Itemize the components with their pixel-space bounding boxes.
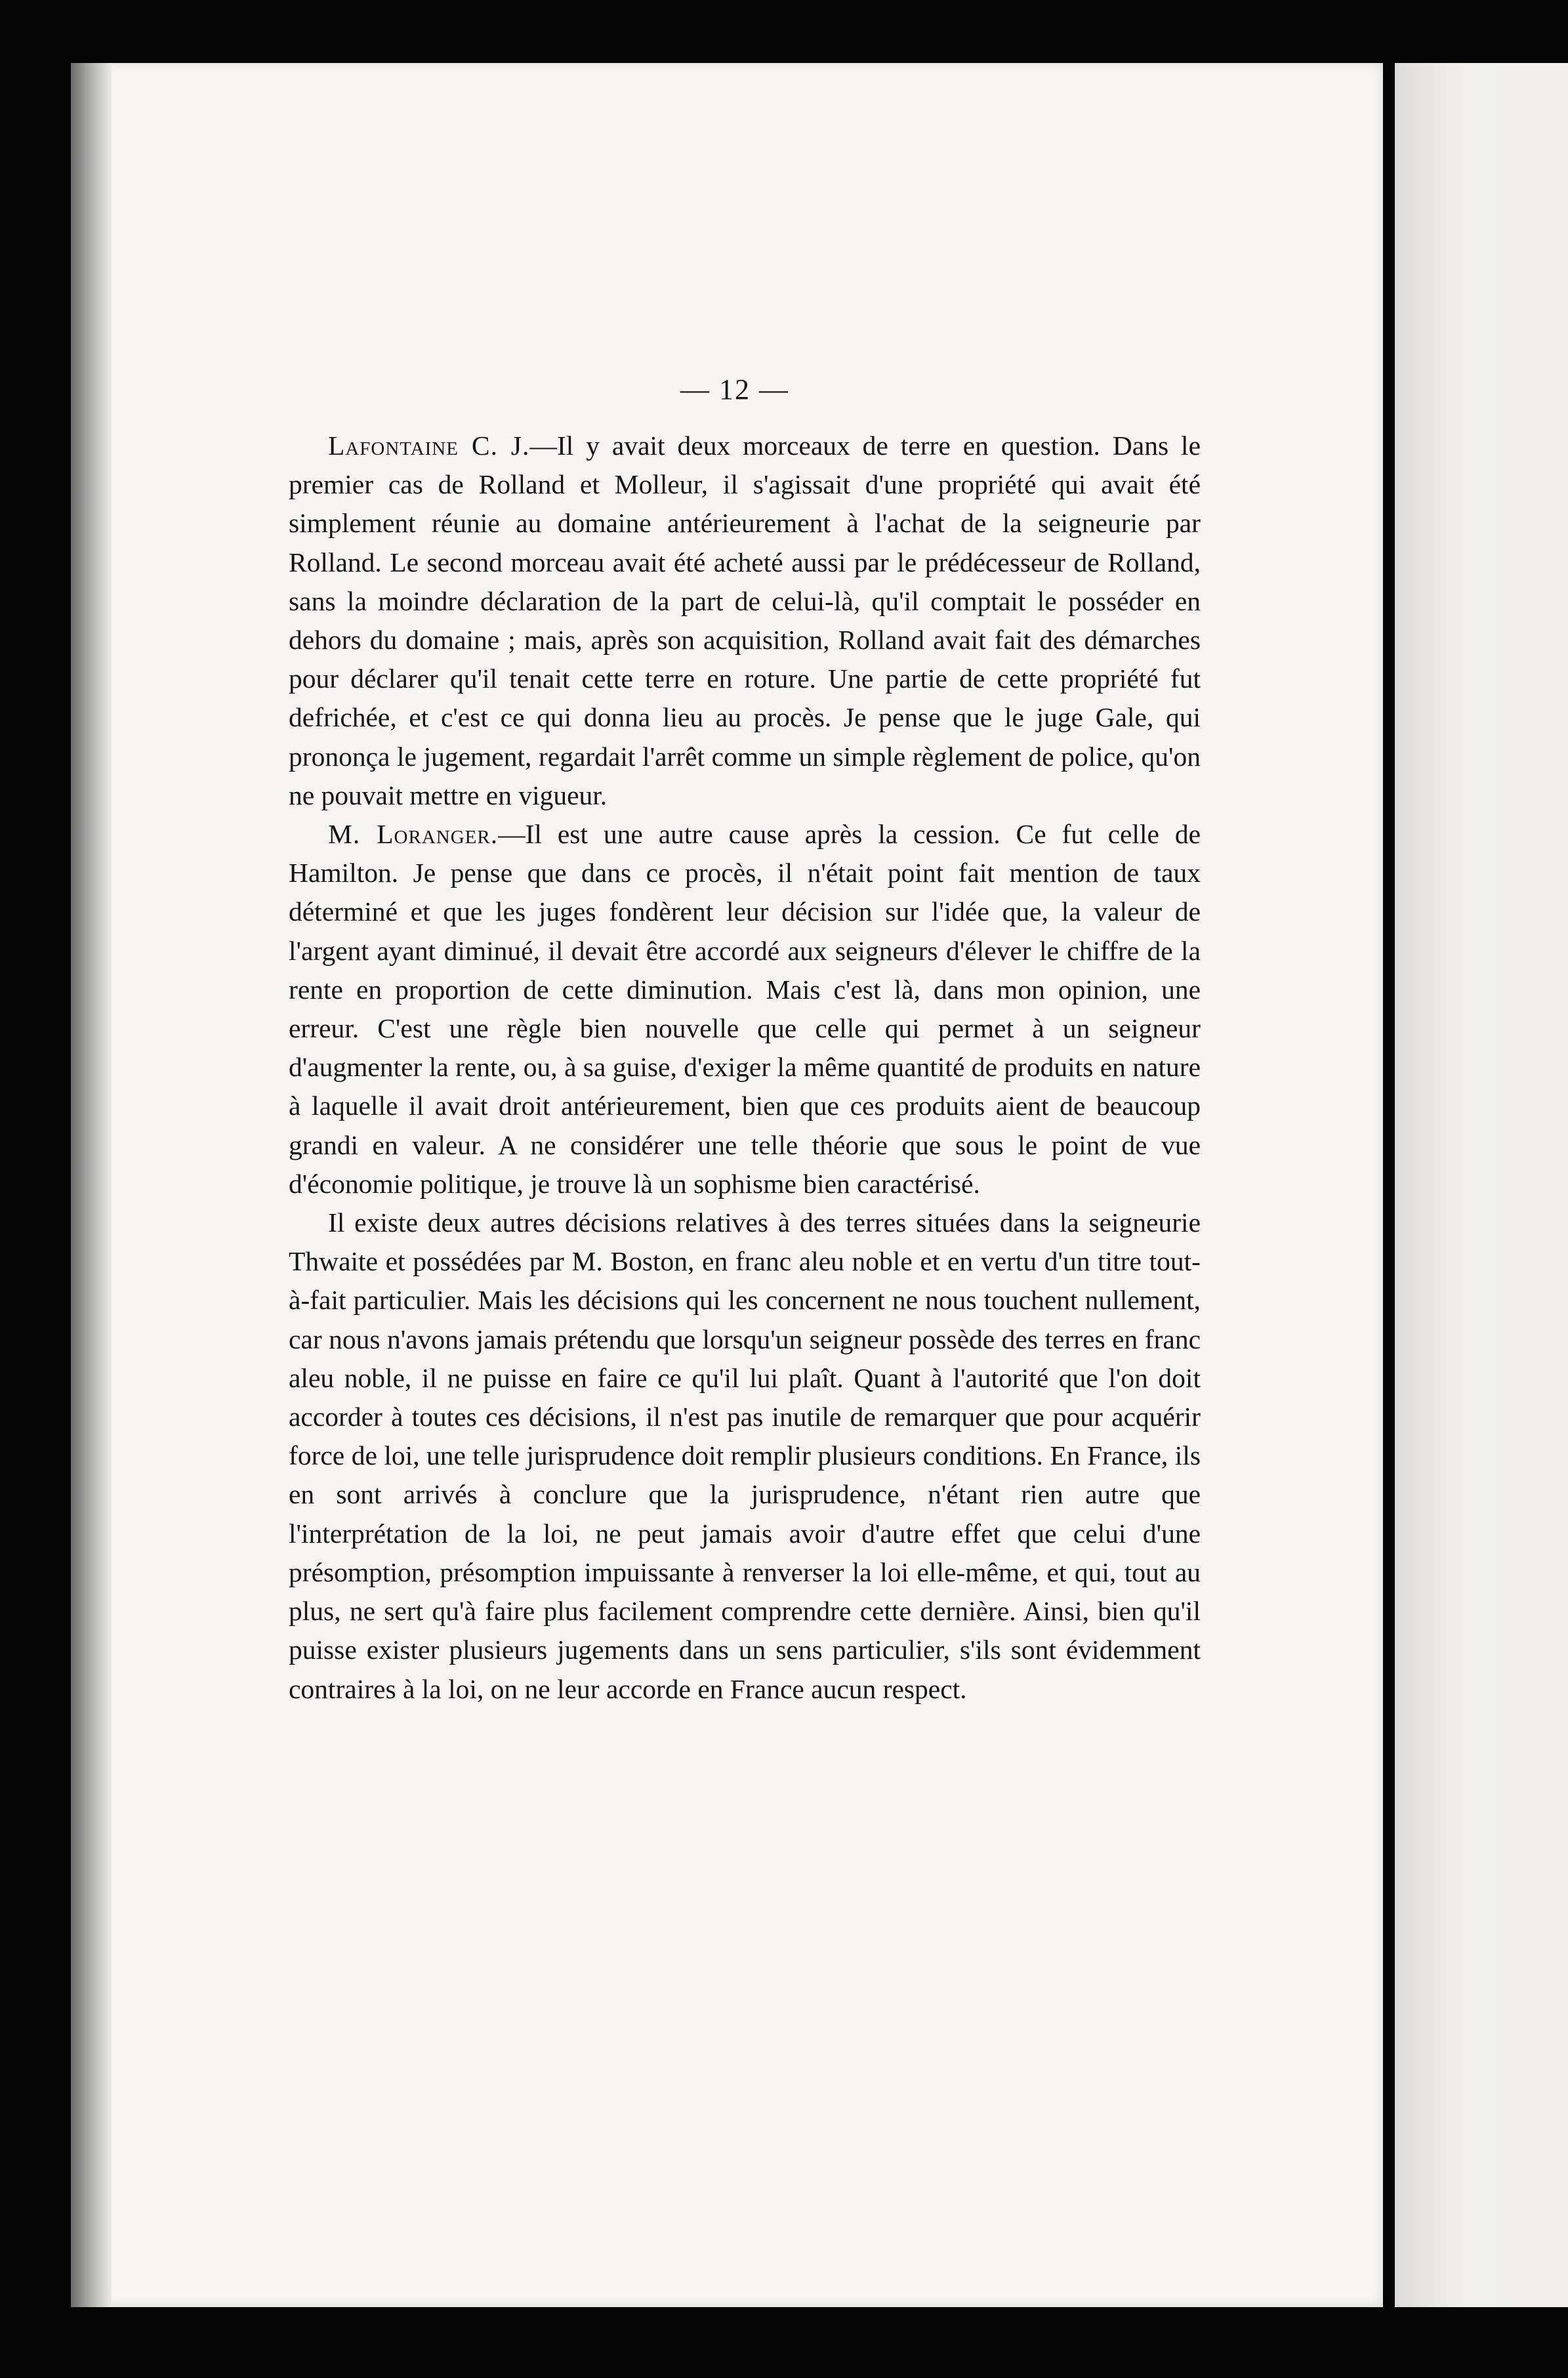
speaker-name: Lafontaine C. J. — [328, 430, 530, 461]
paragraph-lafontaine — [289, 427, 1201, 815]
page-spine-shadow — [71, 63, 112, 2307]
body-text — [289, 427, 1201, 1709]
paragraph-loranger — [289, 815, 1201, 1203]
paragraph-decisions — [289, 1203, 1201, 1709]
speaker-name: M. Loranger. — [328, 819, 499, 850]
paragraph-text: —Il y avait deux morceaux de terre en question. Dans le premier cas de Rolland et Molleur, il s'agissait d'une propriété qui avait été simplement réunie au domaine antérieurement à l'achat de la seigneurie par Rolland. Le second morceau avait été acheté aussi par le prédécesseur de Rolland, sans la moindre déclaration de la part de celui-là, qu'il comptait le posséder en dehors du domaine ; mais, après son acquisition, Rolland avait fait des démarches pour déclarer qu'il tenait cette terre en roture. Une partie de cette propriété fut defrichée, et c'est ce qui donna lieu au procès. Je pense que le juge Gale, qui prononça le jugement, regardait l'arrêt comme un simple règlement de police, qu'on ne pouvait mettre en vigueur. — [289, 430, 1201, 810]
page-gutter — [1383, 63, 1395, 2307]
scan-bottom-border — [71, 2307, 1568, 2378]
page-number: — 12 — — [680, 373, 789, 406]
paragraph-text: Il existe deux autres décisions relatives à des terres situées dans la seigneurie Thwaite et possédées par M. Boston, en franc aleu noble et en vertu d'un titre tout-à-fait particulier. Mais les décisions qui les concernent ne nous touchent nullement, car nous n'avons jamais prétendu que lorsqu'un seigneur possède des terres en franc aleu noble, il ne puisse en faire ce qu'il lui plaît. Quant à l'autorité que l'on doit accorder à toutes ces décisions, il n'est pas inutile de remarquer que pour acquérir force de loi, une telle jurisprudence doit remplir plusieurs conditions. En France, ils en sont arrivés à conclure que la jurisprudence, n'étant rien autre que l'interprétation de la loi, ne peut jamais avoir d'autre effet que celui d'une présomption, présomption impuissante à renverser la loi elle-même, et qui, tout au plus, ne sert qu'à faire plus facilement comprendre cette dernière. Ainsi, bien qu'il puisse exister plusieurs jugements dans un sens particulier, s'ils sont évidemment contraires à la loi, on ne leur accorde en France aucun respect. — [289, 1207, 1201, 1704]
paragraph-text: —Il est une autre cause après la cession. Ce fut celle de Hamilton. Je pense que dans ce procès, il n'était point fait mention de taux déterminé et que les juges fondèrent leur décision sur l'idée que, la valeur de l'argent ayant diminué, il devait être accordé aux seigneurs d'élever le chiffre de la rente en proportion de cette diminution. Mais c'est là, dans mon opinion, une erreur. C'est une règle bien nouvelle que celle qui permet à un seigneur d'augmenter la rente, ou, à sa guise, d'exiger la même quantité de produits en nature à laquelle il avait droit antérieurement, bien que ces produits aient de beaucoup grandi en valeur. A ne considérer une telle théorie que sous le point de vue d'économie politique, je trouve là un sophisme bien caractérisé. — [289, 819, 1201, 1199]
adjacent-page-edge — [1395, 63, 1568, 2307]
